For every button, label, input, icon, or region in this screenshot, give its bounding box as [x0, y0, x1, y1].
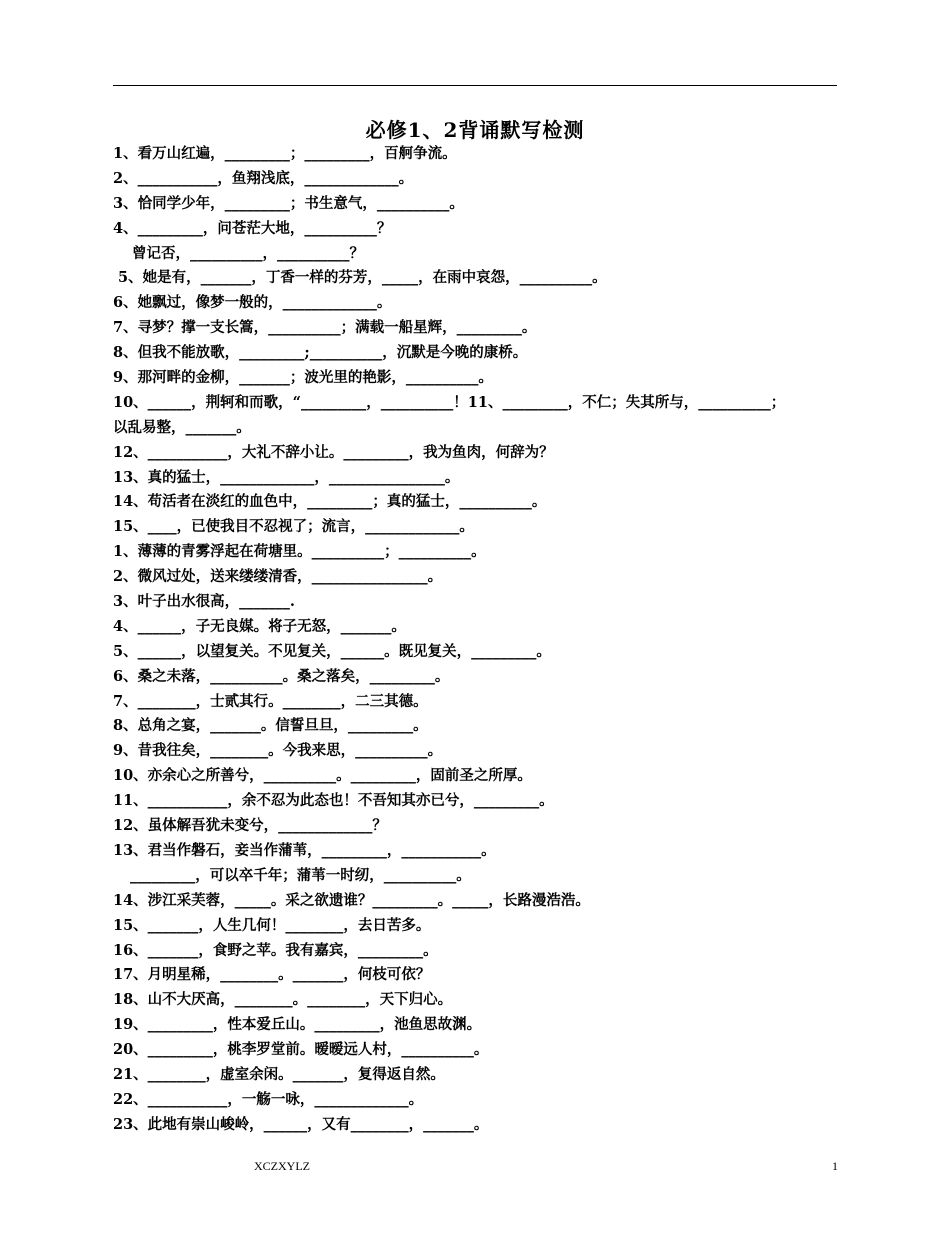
question-line: 15、_______，人生几何！________，去日苦多。	[113, 916, 431, 934]
question-line: _________，可以卒千年；蒲苇一时纫，__________。	[130, 866, 471, 884]
question-line: 3、叶子出水很高，_______.	[113, 593, 295, 611]
question-line: 14、涉江采芙蓉，_____。采之欲遗谁？_________。_____，长路漫浩浩。	[113, 891, 590, 909]
question-line: 18、山不大厌高，________。________，天下归心。	[113, 991, 453, 1009]
question-line: 21、________，虚室余闲。_______，复得返自然。	[113, 1065, 445, 1083]
question-line: 13、君当作磐石，妾当作蒲苇，_________，___________。	[113, 841, 496, 859]
question-line: 15、____，已使我目不忍视了；流言，_____________。	[113, 518, 474, 536]
question-line: 1、看万山红遍，_________；_________，百舸争流。	[113, 145, 457, 162]
question-line: 17、月明星稀，________。_______，何枝可依？	[113, 966, 431, 984]
question-line: 23、此地有崇山峻岭，______，又有________，_______。	[113, 1115, 489, 1133]
question-line: 9、那河畔的金柳，_______；波光里的艳影，__________。	[113, 369, 493, 387]
question-line: 12、虽体解吾犹未变兮，_____________？	[113, 817, 387, 835]
question-line: 2、___________，鱼翔浅底，_____________。	[113, 169, 414, 187]
header-rule	[113, 85, 837, 86]
question-line: 14、苟活者在淡红的血色中，_________；真的猛士，__________。	[113, 493, 547, 511]
question-line: 3、恰同学少年，_________；书生意气，__________。	[113, 194, 464, 212]
question-line: 13、真的猛士，_____________，________________。	[113, 468, 460, 486]
question-line: 8、但我不能放歌，_________;__________，沉默是今晚的康桥。	[113, 344, 528, 362]
question-line: 19、_________，性本爱丘山。_________，池鱼思故渊。	[113, 1016, 482, 1034]
question-line: 1、薄薄的青雾浮起在荷塘里。__________；__________。	[113, 543, 486, 561]
page-title: 必修1、2背诵默写检测	[365, 118, 585, 142]
question-line: 8、总角之宴，_______。信誓旦旦，_________。	[113, 717, 428, 735]
question-line: 10、______，荆轲和而歌，“_________，__________！11、_________，不仁；失其所与，__________；	[113, 393, 786, 411]
question-line: 曾记否，__________，__________？	[132, 244, 364, 262]
question-line: 2、微风过处，送来缕缕清香，________________。	[113, 568, 443, 586]
question-line: 4、_________，问苍茫大地，__________？	[113, 219, 392, 237]
question-line: 7、寻梦？撑一支长篙，__________；满载一船星辉，_________。	[113, 319, 537, 337]
question-line: 16、_______，食野之苹。我有嘉宾，_________。	[113, 941, 438, 959]
footer-label: XCZXYLZ	[254, 1159, 310, 1173]
question-line: 6、桑之未落，__________。桑之落矣，_________。	[113, 667, 450, 685]
question-line: 11、___________，余不忍为此态也！不吾知其亦已兮，_________。	[113, 792, 554, 810]
question-line: 5、______，以望复关。不见复关，______。既见复关，_________。	[113, 642, 551, 660]
question-line: 10、亦余心之所善兮，__________。_________，固前圣之所厚。	[113, 767, 532, 785]
question-line: 4、______，子无良媒。将子无怒，_______。	[113, 617, 406, 635]
question-list	[113, 142, 840, 1138]
question-line: 22、___________，一觞一咏，_____________。	[113, 1090, 424, 1108]
question-line: 20、_________，桃李罗堂前。暧暧远人村，__________。	[113, 1041, 489, 1059]
question-line: 7、________，士贰其行。________，二三其德。	[113, 692, 428, 710]
question-line: 12、___________，大礼不辞小让。_________，我为鱼肉，何辞为？	[113, 443, 554, 461]
question-line: 5、她是有，_______，丁香一样的芬芳，_____，在雨中哀怨，__________。	[118, 269, 607, 287]
question-line: 9、昔我往矣，________。今我来思，__________。	[113, 742, 443, 760]
question-line: 6、她飘过，像梦一般的，_____________。	[113, 294, 392, 312]
question-line: 以乱易整，_______。	[113, 418, 251, 436]
page-number: 1	[832, 1159, 838, 1173]
